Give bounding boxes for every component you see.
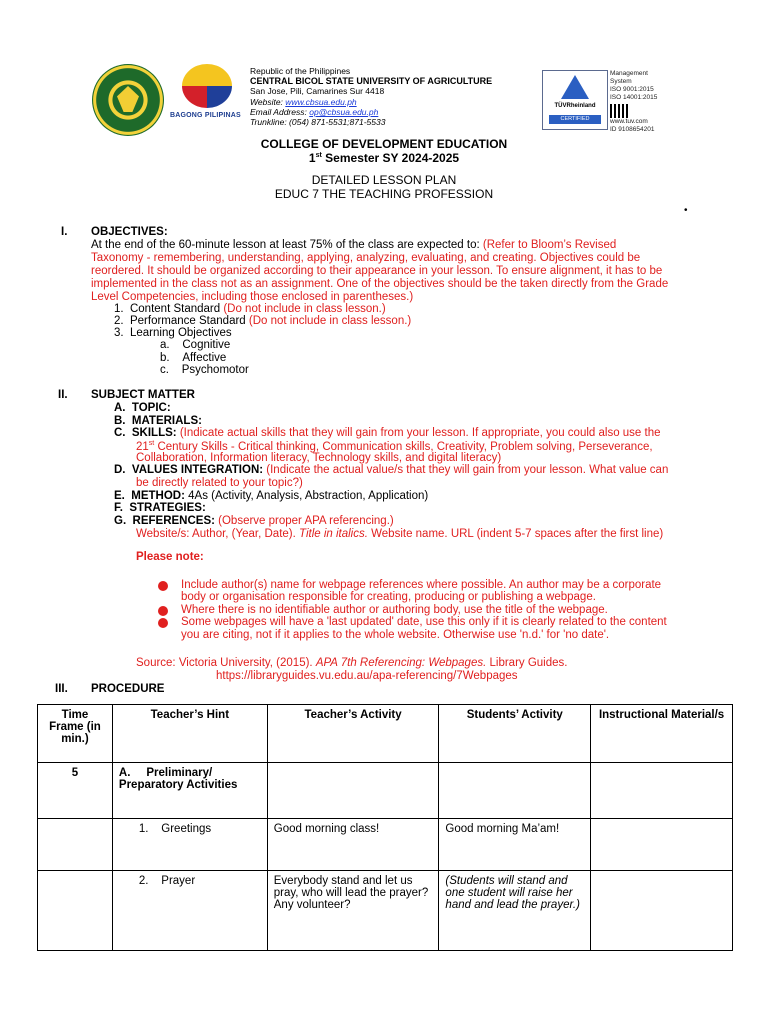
hint-text: Greetings bbox=[161, 823, 212, 835]
course-title: EDUC 7 THE TEACHING PROFESSION bbox=[274, 187, 494, 201]
source-url[interactable]: https://libraryguides.vu.edu.au/apa-referencing/7Webpages bbox=[216, 670, 518, 682]
item-label: TOPIC: bbox=[131, 402, 171, 414]
iso-line: ISO 9001:2015 bbox=[610, 86, 654, 93]
address-line: San Jose, Pili, Camarines Sur 4418 bbox=[250, 86, 385, 97]
note-bullet-line: you are citing, not if it applies to the whole website. Otherwise use 'n.d.' for 'no date'. bbox=[181, 629, 610, 641]
intro-text: At the end of the 60-minute lesson at least 75% of the class are expected to: bbox=[91, 239, 483, 251]
plan-title: DETAILED LESSON PLAN bbox=[311, 173, 457, 187]
letterhead-text bbox=[250, 66, 492, 127]
subject-topic bbox=[114, 402, 171, 414]
materials-cell bbox=[591, 819, 733, 871]
trunkline-line: Trunkline: (054) 871-5531;871-5533 bbox=[250, 117, 386, 128]
time-cell bbox=[38, 871, 113, 951]
iso-info bbox=[610, 70, 657, 134]
tuv-certified: CERTIFIED bbox=[549, 115, 601, 124]
item-note: (Indicate the actual value/s that they will gain from your lesson. What value can bbox=[266, 464, 669, 476]
item-label: VALUES INTEGRATION: bbox=[131, 464, 267, 476]
bagong-pilipinas-text: BAGONG PILIPINAS bbox=[170, 112, 241, 119]
objective-item-learning-objectives bbox=[114, 327, 232, 339]
item-note: (Do not include in class lesson.) bbox=[223, 303, 386, 315]
item-note: (Do not include in class lesson.) bbox=[248, 315, 412, 327]
email-link[interactable]: op@cbsua.edu.ph bbox=[309, 106, 379, 117]
ref-text: Website/s: Author, (Year, Date). bbox=[136, 528, 300, 540]
note-bullet-line: Include author(s) name for webpage references where possible. An author may be a corporate bbox=[181, 579, 662, 591]
republic-line: Republic of the Philippines bbox=[250, 66, 351, 76]
item-label: Content Standard bbox=[129, 303, 224, 315]
item-number: 3. bbox=[114, 327, 124, 339]
table-header-row bbox=[38, 705, 733, 763]
item-number: 1. bbox=[114, 303, 124, 315]
values-note-line: be directly related to your topic?) bbox=[136, 477, 303, 489]
subject-values bbox=[114, 464, 668, 476]
bullet-icon bbox=[158, 618, 168, 628]
intro-note: (Refer to Bloom’s Revised bbox=[482, 239, 617, 251]
iso-line: System bbox=[610, 78, 632, 85]
iso-line: www.tuv.com bbox=[610, 118, 648, 125]
sub-objective-affective bbox=[160, 352, 226, 364]
hint-cell bbox=[112, 819, 267, 871]
hint-letter: A. bbox=[118, 767, 131, 779]
teacher-activity-cell: Everybody stand and let us pray, who will lead the prayer? Any volunteer? bbox=[267, 871, 439, 951]
subject-references bbox=[114, 515, 394, 527]
item-letter: B. bbox=[114, 415, 126, 427]
item-letter: E. bbox=[114, 490, 125, 502]
materials-cell bbox=[591, 871, 733, 951]
skills-note-line bbox=[136, 440, 653, 453]
source-text: Library Guides. bbox=[486, 657, 568, 669]
source-text: Source: Victoria University, (2015). bbox=[136, 657, 316, 669]
item-note: (Observe proper APA referencing.) bbox=[218, 515, 394, 527]
subject-strategies bbox=[114, 502, 206, 514]
objectives-note-line: implemented in the class not as an assignment. One of the objectives should be the taken directly from the Grade bbox=[91, 278, 669, 290]
email-label: Email Address: bbox=[250, 106, 307, 117]
table-row bbox=[38, 819, 733, 871]
subject-numeral: II. bbox=[58, 389, 68, 401]
item-label: METHOD: bbox=[131, 490, 189, 502]
procedure-heading: PROCEDURE bbox=[91, 683, 165, 695]
ref-italic: Title in italics. bbox=[299, 528, 368, 540]
qr-code-icon bbox=[610, 104, 630, 118]
item-letter: F. bbox=[114, 502, 123, 514]
subject-heading: SUBJECT MATTER bbox=[91, 389, 195, 401]
objectives-heading: OBJECTIVES: bbox=[91, 226, 168, 238]
semester-number: 1 bbox=[308, 151, 316, 165]
column-header: Instructional Material/s bbox=[591, 705, 733, 763]
bullet-icon bbox=[158, 606, 168, 616]
sub-letter: a. bbox=[160, 339, 170, 351]
teacher-activity-cell: Good morning class! bbox=[267, 819, 439, 871]
objectives-note-line: reordered. It should be organized according to their appearance in your lesson. To ensure alignment, it has to be bbox=[91, 265, 663, 277]
procedure-numeral: III. bbox=[55, 683, 68, 695]
item-label: Learning Objectives bbox=[129, 327, 232, 339]
bullet-icon bbox=[158, 581, 168, 591]
item-label: REFERENCES: bbox=[132, 515, 219, 527]
sub-objective-psychomotor bbox=[160, 364, 249, 376]
note-bullet-line: Some webpages will have a 'last updated' date, use this only if it is clearly related to the content bbox=[181, 616, 667, 628]
tuv-certification-logo bbox=[542, 70, 608, 130]
column-header: Time Frame (in min.) bbox=[38, 705, 113, 763]
semester-line bbox=[0, 151, 768, 165]
students-activity-cell: Good morning Ma’am! bbox=[439, 819, 591, 871]
sub-label: Affective bbox=[182, 352, 227, 364]
hint-letter: 1. bbox=[138, 823, 149, 835]
website-link[interactable]: www.cbsua.edu.ph bbox=[285, 96, 357, 107]
university-name: CENTRAL BICOL STATE UNIVERSITY OF AGRICULTURE bbox=[250, 76, 493, 87]
sub-letter: c. bbox=[160, 364, 169, 376]
website-label: Website: bbox=[250, 96, 283, 107]
sub-objective-cognitive bbox=[160, 339, 230, 351]
reference-format bbox=[136, 528, 663, 540]
hint-cell bbox=[112, 871, 267, 951]
skills-note-line: Collaboration, Information literacy, Technology skills, and digital literacy) bbox=[136, 452, 502, 464]
item-letter: C. bbox=[114, 427, 126, 439]
note-bullet-line: Where there is no identifiable author or authoring body, use the title of the webpage. bbox=[181, 604, 608, 616]
note-bullet-line: body or organisation responsible for creating, producing or publishing a webpage. bbox=[181, 591, 596, 603]
subject-skills bbox=[114, 427, 661, 439]
stray-dot: • bbox=[684, 205, 688, 216]
objective-item-content-standard bbox=[114, 303, 386, 315]
table-row bbox=[38, 871, 733, 951]
note-text: 21 bbox=[136, 440, 149, 453]
students-activity-cell: (Students will stand and one student will raise her hand and lead the prayer.) bbox=[439, 871, 591, 951]
college-title: COLLEGE OF DEVELOPMENT EDUCATION bbox=[260, 137, 508, 151]
objectives-numeral: I. bbox=[61, 226, 68, 238]
sub-label: Psychomotor bbox=[181, 364, 249, 376]
item-letter: G. bbox=[114, 515, 127, 527]
subject-method bbox=[114, 490, 428, 502]
materials-cell bbox=[591, 763, 733, 819]
item-letter: D. bbox=[114, 464, 126, 476]
note-text: Century Skills - Critical thinking, Communication skills, Creativity, Problem solving, Perseverance, bbox=[154, 440, 653, 453]
procedure-table bbox=[37, 704, 733, 951]
please-note-heading: Please note: bbox=[136, 551, 204, 563]
sub-letter: b. bbox=[160, 352, 170, 364]
time-cell: 5 bbox=[38, 763, 113, 819]
iso-line: Management bbox=[610, 70, 648, 77]
teacher-activity-cell bbox=[267, 763, 439, 819]
source-italic: APA 7th Referencing: Webpages. bbox=[315, 657, 487, 669]
hint-text: Preliminary/ Preparatory Activities bbox=[118, 767, 238, 791]
sub-label: Cognitive bbox=[182, 339, 231, 351]
hint-text: Prayer bbox=[161, 875, 196, 887]
item-note: (Indicate actual skills that they will gain from your lesson. If appropriate, you could also use the bbox=[179, 427, 661, 439]
objectives-note-line: Taxonomy - remembering, understanding, applying, analyzing, evaluating, and creating. Objectives could be bbox=[91, 252, 641, 264]
table-row bbox=[38, 763, 733, 819]
objectives-intro bbox=[91, 239, 616, 251]
iso-line: ID 9108654201 bbox=[610, 126, 655, 133]
item-label: STRATEGIES: bbox=[129, 502, 206, 514]
item-letter: A. bbox=[114, 402, 126, 414]
objective-item-performance-standard bbox=[114, 315, 411, 327]
note-sup: st bbox=[148, 440, 155, 447]
source-citation bbox=[136, 657, 567, 669]
hint-letter: 2. bbox=[138, 875, 149, 887]
bagong-pilipinas-logo bbox=[170, 64, 246, 134]
column-header: Teacher’s Activity bbox=[267, 705, 439, 763]
item-label: MATERIALS: bbox=[131, 415, 202, 427]
item-text: 4As (Activity, Analysis, Abstraction, Application) bbox=[188, 490, 429, 502]
iso-line: ISO 14001:2015 bbox=[610, 94, 658, 101]
objectives-note-line: Level Competencies, including those enclosed in parentheses.) bbox=[91, 291, 414, 303]
column-header: Students’ Activity bbox=[439, 705, 591, 763]
semester-text: Semester SY 2024-2025 bbox=[321, 151, 460, 165]
column-header: Teacher’s Hint bbox=[112, 705, 267, 763]
hint-cell bbox=[112, 763, 267, 819]
university-seal-logo bbox=[92, 64, 164, 136]
subject-materials bbox=[114, 415, 202, 427]
letterhead bbox=[90, 60, 690, 133]
item-label: SKILLS: bbox=[131, 427, 180, 439]
semester-sup: st bbox=[315, 152, 322, 159]
item-number: 2. bbox=[114, 315, 124, 327]
ref-text: Website name. URL (indent 5-7 spaces after the first line) bbox=[367, 528, 664, 540]
students-activity-cell bbox=[439, 763, 591, 819]
time-cell bbox=[38, 819, 113, 871]
item-label: Performance Standard bbox=[129, 315, 249, 327]
tuv-name: TÜVRheinland bbox=[554, 103, 596, 109]
